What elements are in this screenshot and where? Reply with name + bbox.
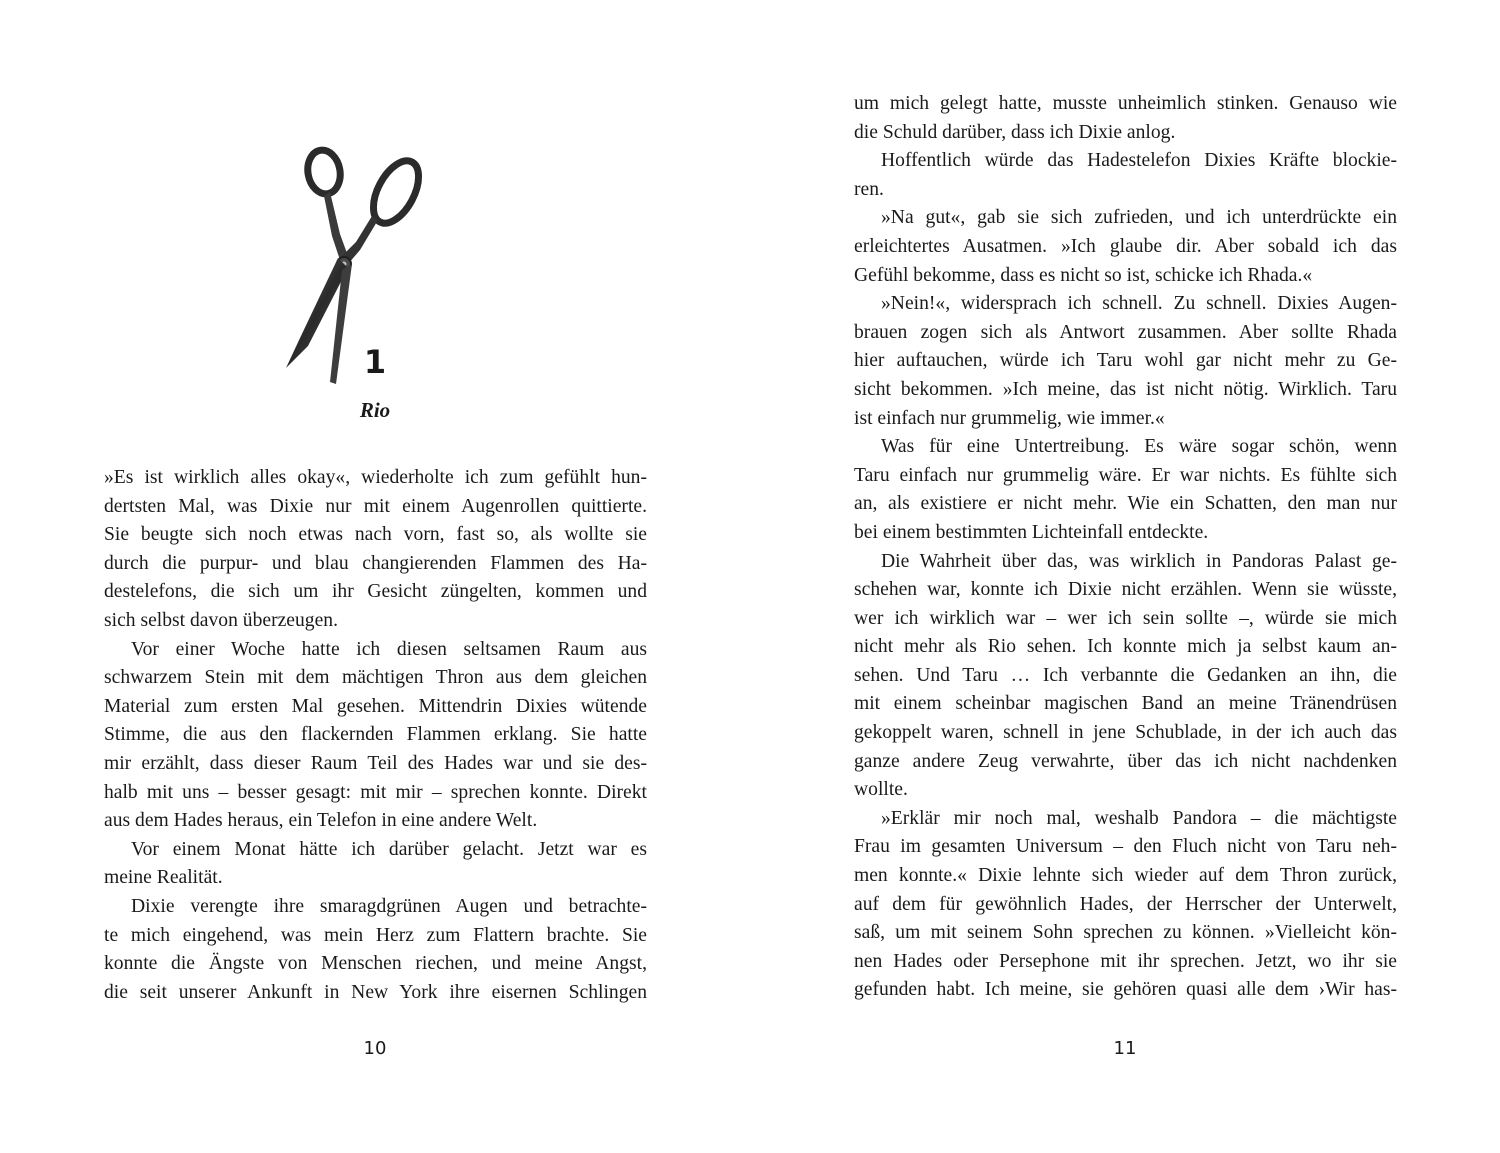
text-line: sehen. Und Taru … Ich verbannte die Gedanken an ihn, die bbox=[854, 664, 1397, 686]
page-number-right: 11 bbox=[1113, 1038, 1137, 1059]
text-line: hier auftauchen, würde ich Taru wohl gar nicht mehr zu Ge- bbox=[854, 350, 1397, 372]
chapter-number: 1 bbox=[363, 343, 387, 381]
text-line: ist einfach nur grummelig, wie immer.« bbox=[854, 407, 1165, 429]
text-line: Gefühl bekomme, dass es nicht so ist, schicke ich Rhada.« bbox=[854, 264, 1313, 286]
text-line: Vor einem Monat hätte ich darüber gelacht. Jetzt war es bbox=[131, 838, 647, 860]
text-line: Stimme, die aus den flackernden Flammen erklang. Sie hatte bbox=[104, 724, 647, 746]
text-line: um mich gelegt hatte, musste unheimlich stinken. Genauso wie bbox=[854, 93, 1397, 114]
right-page bbox=[750, 0, 1500, 1153]
text-line: schehen war, konnte ich Dixie nicht erzählen. Wenn sie wüsste, bbox=[854, 579, 1397, 601]
text-line: brauen zogen sich als Antwort zusammen. Aber sollte Rhada bbox=[854, 321, 1397, 343]
text-line: an, als existiere er nicht mehr. Wie ein Schatten, den man nur bbox=[854, 493, 1397, 515]
text-line: aus dem Hades heraus, ein Telefon in eine andere Welt. bbox=[104, 810, 538, 832]
text-line: ganze andere Zeug verwahrte, über das ich nicht nachdenken bbox=[854, 750, 1397, 772]
text-line: »Na gut«, gab sie sich zufrieden, und ich unterdrückte ein bbox=[881, 207, 1397, 229]
text-line: meine Realität. bbox=[104, 867, 223, 889]
text-line: konnte die Ängste von Menschen riechen, und meine Angst, bbox=[104, 953, 647, 975]
right-text-block bbox=[854, 90, 1397, 1005]
text-line: nicht mehr als Rio sehen. Ich konnte mich ja selbst kaum an- bbox=[854, 636, 1397, 658]
text-line: wollte. bbox=[854, 779, 908, 801]
text-line: saß, um mit seinem Sohn sprechen zu können. »Vielleicht kön- bbox=[854, 922, 1397, 944]
text-line: Was für eine Untertreibung. Es wäre sogar schön, wenn bbox=[881, 436, 1397, 458]
left-text-block bbox=[104, 464, 647, 1007]
text-line: auf dem für gewöhnlich Hades, der Herrscher der Unterwelt, bbox=[854, 893, 1397, 915]
text-line: Sie beugte sich noch etwas nach vorn, fast so, als wollte sie bbox=[104, 524, 647, 546]
text-line: schwarzem Stein mit dem mächtigen Thron aus dem gleichen bbox=[104, 667, 647, 689]
text-line: gekoppelt waren, schnell in jene Schublade, in der ich auch das bbox=[854, 722, 1397, 744]
text-line: Vor einer Woche hatte ich diesen seltsamen Raum aus bbox=[131, 638, 647, 660]
text-line: dertsten Mal, was Dixie nur mit einem Augenrollen quittierte. bbox=[104, 495, 647, 517]
text-line: te mich eingehend, was mein Herz zum Flattern brachte. Sie bbox=[104, 924, 647, 946]
chapter-title: Rio bbox=[359, 398, 391, 422]
text-line: Taru einfach nur grummelig wäre. Er war nichts. Es fühlte sich bbox=[854, 464, 1397, 486]
text-line: die Schuld darüber, dass ich Dixie anlog. bbox=[854, 121, 1176, 143]
text-line: mir erzählt, dass dieser Raum Teil des Hades war und sie des- bbox=[104, 752, 647, 774]
text-line: halb mit uns – besser gesagt: mit mir – sprechen konnte. Direkt bbox=[104, 781, 647, 803]
text-line: »Erklär mir noch mal, weshalb Pandora – die mächtigste bbox=[881, 807, 1397, 829]
text-line: Hoffentlich würde das Hadestelefon Dixies Kräfte blockie- bbox=[881, 150, 1397, 172]
text-line: »Nein!«, widersprach ich schnell. Zu schnell. Dixies Augen- bbox=[881, 293, 1397, 315]
text-line: mit einem scheinbar magischen Band an meine Tränendrüsen bbox=[854, 693, 1397, 715]
text-line: men konnte.« Dixie lehnte sich wieder auf dem Thron zurück, bbox=[854, 865, 1397, 887]
text-line: gefunden habt. Ich meine, sie gehören quasi alle dem ›Wir has- bbox=[854, 979, 1397, 1001]
text-line: Die Wahrheit über das, was wirklich in Pandoras Palast ge- bbox=[881, 550, 1397, 572]
text-line: Frau im gesamten Universum – den Fluch nicht von Taru neh- bbox=[854, 836, 1397, 858]
text-line: bei einem bestimmten Lichteinfall entdeckte. bbox=[854, 521, 1209, 543]
text-line: sicht bekommen. »Ich meine, das ist nicht nötig. Wirklich. Taru bbox=[854, 378, 1397, 400]
page-number-left: 10 bbox=[363, 1038, 387, 1059]
text-line: erleichtertes Ausatmen. »Ich glaube dir. Aber sobald ich das bbox=[854, 235, 1397, 257]
text-line: wer ich wirklich war – wer ich sein sollte –, würde sie mich bbox=[854, 607, 1397, 629]
text-line: nen Hades oder Persephone mit ihr sprechen. Jetzt, wo ihr sie bbox=[854, 950, 1397, 972]
text-line: sich selbst davon überzeugen. bbox=[104, 609, 338, 631]
text-line: destelefons, die sich um ihr Gesicht züngelten, kommen und bbox=[104, 581, 647, 603]
text-line: Dixie verengte ihre smaragdgrünen Augen und betrachte- bbox=[131, 895, 647, 917]
text-line: die seit unserer Ankunft in New York ihre eisernen Schlingen bbox=[104, 981, 647, 1003]
text-line: durch die purpur- und blau changierenden Flammen des Ha- bbox=[104, 552, 647, 574]
text-line: ren. bbox=[854, 178, 884, 200]
text-line: Material zum ersten Mal gesehen. Mittendrin Dixies wütende bbox=[104, 695, 647, 717]
text-line: »Es ist wirklich alles okay«, wiederholte ich zum gefühlt hun- bbox=[104, 467, 647, 488]
